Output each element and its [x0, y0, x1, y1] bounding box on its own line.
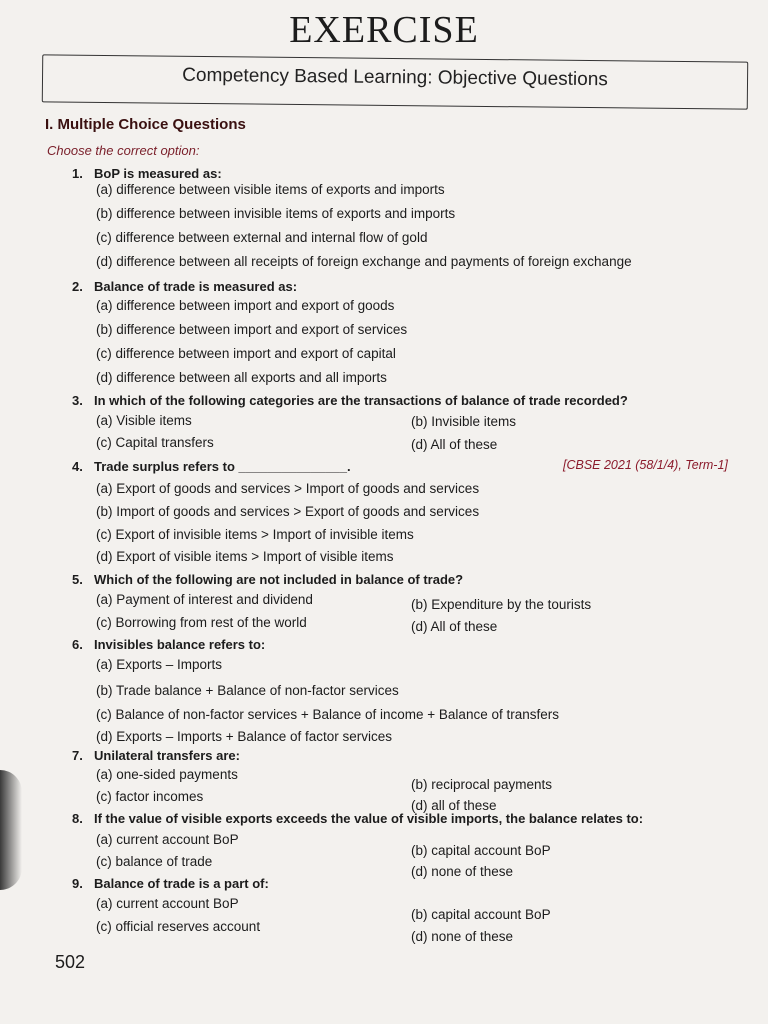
page-number: 502: [55, 952, 86, 972]
question-number: 9.: [72, 876, 83, 891]
option: (a) Visible items: [96, 413, 192, 428]
option: (d) All of these: [411, 437, 498, 452]
thumb-shadow: [0, 770, 22, 890]
question-text: In which of the following categories are the transactions of balance of trade recorded?: [94, 393, 628, 408]
option: (a) Exports – Imports: [96, 657, 223, 672]
option: (b) Import of goods and services > Export of goods and services: [96, 504, 480, 519]
option: (b) difference between import and export of services: [96, 322, 408, 337]
question-8: [72, 811, 643, 826]
question-text: Trade surplus refers to _______________.: [94, 459, 351, 474]
option: (c) balance of trade: [96, 854, 213, 869]
option: (b) capital account BoP: [411, 843, 551, 858]
option: (a) Payment of interest and dividend: [96, 592, 313, 607]
option: (b) Trade balance + Balance of non-factor services: [96, 683, 399, 698]
option: (d) All of these: [411, 619, 498, 634]
question-text: Which of the following are not included in balance of trade?: [94, 572, 464, 587]
option: (a) current account BoP: [96, 896, 239, 911]
option: (b) difference between invisible items of exports and imports: [96, 206, 456, 221]
question-text: Balance of trade is a part of:: [94, 876, 269, 891]
instruction: Choose the correct option:: [47, 143, 200, 158]
option: (b) capital account BoP: [411, 907, 551, 922]
option: (c) Borrowing from rest of the world: [96, 615, 307, 630]
question-text: If the value of visible exports exceeds the value of visible imports, the balance relates to:: [94, 811, 644, 826]
question-text: BoP is measured as:: [94, 166, 222, 181]
question-number: 3.: [72, 393, 83, 408]
question-number: 2.: [72, 279, 83, 294]
option: (d) difference between all receipts of foreign exchange and payments of foreign exchange: [96, 254, 632, 269]
option: (a) Export of goods and services > Import of goods and services: [96, 481, 480, 496]
option: (c) Capital transfers: [96, 435, 214, 450]
option: (b) reciprocal payments: [411, 777, 553, 792]
question-number: 5.: [72, 572, 83, 587]
option: (a) current account BoP: [96, 832, 239, 847]
page-title: EXERCISE: [289, 9, 479, 51]
question-number: 1.: [72, 166, 83, 181]
question-4: [72, 459, 351, 474]
banner-box: [42, 54, 748, 109]
question-1: [72, 166, 222, 181]
question-number: 4.: [72, 459, 83, 474]
option: (c) factor incomes: [96, 789, 204, 804]
option: (a) difference between import and export of goods: [96, 298, 395, 313]
option: (a) one-sided payments: [96, 767, 238, 782]
option: (d) none of these: [411, 864, 514, 879]
option: (d) none of these: [411, 929, 514, 944]
question-2: [72, 279, 297, 294]
option: (c) Export of invisible items > Import of invisible items: [96, 527, 414, 542]
question-text: Invisibles balance refers to:: [94, 637, 266, 652]
option: (d) Export of visible items > Import of visible items: [96, 549, 394, 564]
question-7: [72, 748, 240, 763]
option: (c) official reserves account: [96, 919, 261, 934]
option: (d) all of these: [411, 798, 497, 813]
option: (d) difference between all exports and all imports: [96, 370, 387, 385]
option: (a) difference between visible items of exports and imports: [96, 182, 445, 197]
section-title: I. Multiple Choice Questions: [45, 116, 246, 133]
question-number: 6.: [72, 637, 83, 652]
cbse-reference: [CBSE 2021 (58/1/4), Term-1]: [563, 458, 728, 472]
question-number: 8.: [72, 811, 83, 826]
question-text: Unilateral transfers are:: [94, 748, 240, 763]
question-9: [72, 876, 269, 891]
option: (d) Exports – Imports + Balance of factor services: [96, 729, 392, 744]
option: (c) difference between external and internal flow of gold: [96, 230, 428, 245]
option: (c) difference between import and export of capital: [96, 346, 396, 361]
question-number: 7.: [72, 748, 83, 763]
option: (b) Invisible items: [411, 414, 517, 429]
option: (c) Balance of non-factor services + Balance of income + Balance of transfers: [96, 707, 559, 722]
option: (b) Expenditure by the tourists: [411, 597, 592, 612]
question-5: [72, 572, 463, 587]
banner-text: Competency Based Learning: Objective Questions: [182, 64, 608, 91]
question-text: Balance of trade is measured as:: [94, 279, 298, 294]
question-6: [72, 637, 265, 652]
question-3: [72, 393, 628, 408]
